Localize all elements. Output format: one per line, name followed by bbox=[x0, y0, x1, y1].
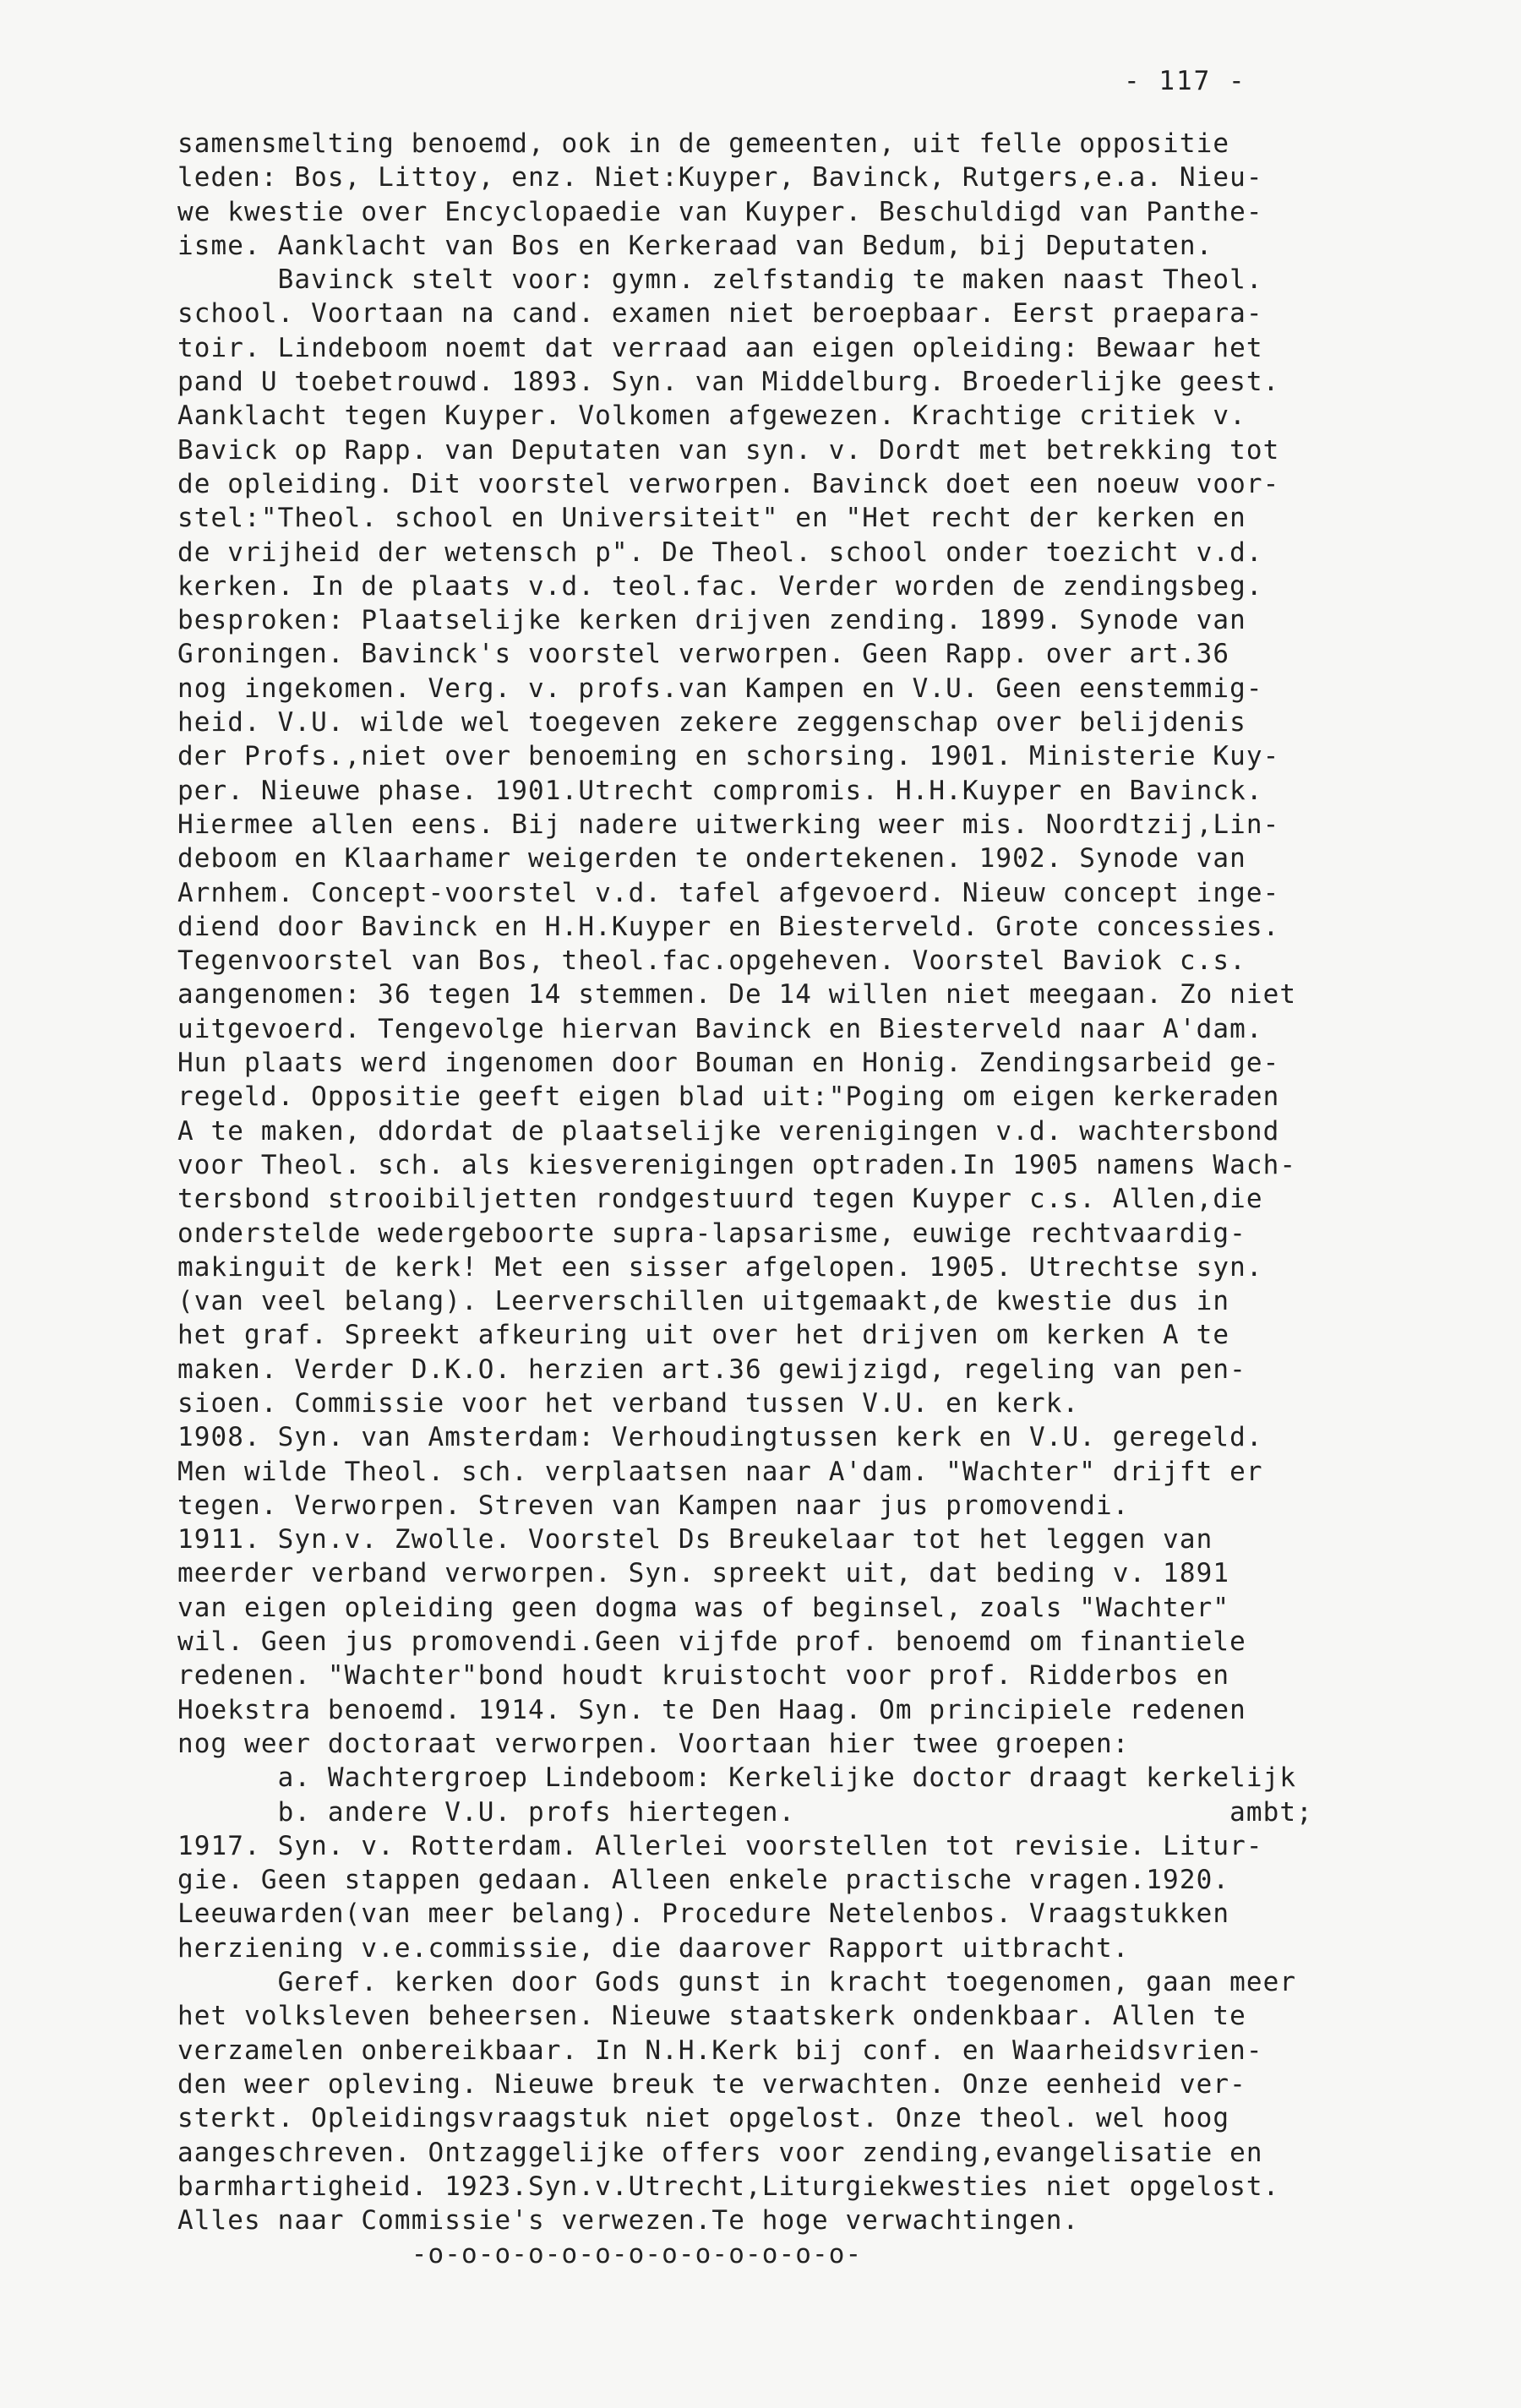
text-line: wil. Geen jus promovendi.Geen vijfde prof. benoemd om finantiele bbox=[177, 1626, 1246, 1658]
text-line: voor Theol. sch. als kiesverenigingen optraden.In 1905 namens Wach- bbox=[177, 1149, 1297, 1180]
text-line: aangeschreven. Ontzaggelijke offers voor zending,evangelisatie en bbox=[177, 2137, 1263, 2168]
text-line: sioen. Commissie voor het verband tussen V.U. en kerk. bbox=[177, 1387, 1080, 1419]
text-line: barmhartigheid. 1923.Syn.v.Utrecht,Liturgiekwesties niet opgelost. bbox=[177, 2171, 1280, 2202]
text-line: Hun plaats werd ingenomen door Bouman en Honig. Zendingsarbeid ge- bbox=[177, 1048, 1280, 1079]
text-line: kerken. In de plaats v.d. teol.fac. Verder worden de zendingsbeg. bbox=[177, 570, 1263, 602]
text-line: (van veel belang). Leerverschillen uitgemaakt,de kwestie dus in bbox=[177, 1286, 1230, 1317]
text-line: makinguit de kerk! Met een sisser afgelopen. 1905. Utrechtse syn. bbox=[177, 1251, 1263, 1283]
text-line: a. Wachtergroep Lindeboom: Kerkelijke doctor draagt kerkelijk bbox=[177, 1762, 1297, 1794]
text-line: Tegenvoorstel van Bos, theol.fac.opgeheven. Voorstel Baviok c.s. bbox=[177, 945, 1246, 977]
text-line: herziening v.e.commissie, die daarover Rapport uitbracht. bbox=[177, 1932, 1130, 1964]
text-line: Leeuwarden(van meer belang). Procedure Netelenbos. Vraagstukken bbox=[177, 1899, 1230, 1930]
text-line: samensmelting benoemd, ook in de gemeenten, uit felle oppositie bbox=[177, 128, 1230, 159]
text-line: we kwestie over Encyclopaedie van Kuyper. Beschuldigd van Panthe- bbox=[177, 196, 1263, 227]
typed-text-body bbox=[177, 127, 1496, 2272]
text-line: -o-o-o-o-o-o-o-o-o-o-o-o-o- bbox=[177, 2239, 863, 2270]
text-line: per. Nieuwe phase. 1901.Utrecht compromis. H.H.Kuyper en Bavinck. bbox=[177, 775, 1263, 806]
text-line: Hiermee allen eens. Bij nadere uitwerking weer mis. Noordtzij,Lin- bbox=[177, 809, 1280, 840]
text-line: tersbond strooibiljetten rondgestuurd tegen Kuyper c.s. Allen,die bbox=[177, 1184, 1263, 1215]
text-line: isme. Aanklacht van Bos en Kerkeraad van Bedum, bij Deputaten. bbox=[177, 230, 1213, 261]
text-line: A te maken, ddordat de plaatselijke verenigingen v.d. wachtersbond bbox=[177, 1115, 1280, 1147]
text-line: besproken: Plaatselijke kerken drijven zending. 1899. Synode van bbox=[177, 605, 1246, 636]
text-line: het graf. Spreekt afkeuring uit over het drijven om kerken A te bbox=[177, 1320, 1230, 1351]
text-line: school. Voortaan na cand. examen niet beroepbaar. Eerst praepara- bbox=[177, 298, 1263, 330]
text-line: meerder verband verworpen. Syn. spreekt uit, dat beding v. 1891 bbox=[177, 1558, 1230, 1589]
text-line: 1908. Syn. van Amsterdam: Verhoudingtussen kerk en V.U. geregeld. bbox=[177, 1422, 1263, 1453]
text-line: Bavinck stelt voor: gymn. zelfstandig te maken naast Theol. bbox=[177, 264, 1263, 296]
text-line: Bavick op Rapp. van Deputaten van syn. v. Dordt met betrekking tot bbox=[177, 434, 1280, 466]
text-line: tegen. Verworpen. Streven van Kampen naar jus promovendi. bbox=[177, 1490, 1130, 1521]
text-line: toir. Lindeboom noemt dat verraad aan eigen opleiding: Bewaar het bbox=[177, 332, 1263, 363]
text-line: stel:"Theol. school en Universiteit" en "Het recht der kerken en bbox=[177, 503, 1246, 534]
text-line: gie. Geen stappen gedaan. Alleen enkele practische vragen.1920. bbox=[177, 1865, 1230, 1896]
text-line: Arnhem. Concept-voorstel v.d. tafel afgevoerd. Nieuw concept inge- bbox=[177, 877, 1280, 908]
text-line: heid. V.U. wilde wel toegeven zekere zeggenschap over belijdenis bbox=[177, 707, 1246, 738]
text-line: uitgevoerd. Tengevolge hiervan Bavinck en Biesterveld naar A'dam. bbox=[177, 1013, 1263, 1044]
text-line: b. andere V.U. profs hiertegen. ambt; bbox=[177, 1796, 1313, 1828]
text-line: deboom en Klaarhamer weigerden te ondertekenen. 1902. Synode van bbox=[177, 843, 1246, 874]
text-line: Men wilde Theol. sch. verplaatsen naar A'dam. "Wachter" drijft er bbox=[177, 1456, 1263, 1487]
page-number: - 117 - bbox=[1124, 66, 1246, 96]
text-line: Aanklacht tegen Kuyper. Volkomen afgewezen. Krachtige critiek v. bbox=[177, 400, 1246, 432]
text-line: diend door Bavinck en H.H.Kuyper en Biesterveld. Grote concessies. bbox=[177, 911, 1280, 942]
text-line: maken. Verder D.K.O. herzien art.36 gewijzigd, regeling van pen- bbox=[177, 1354, 1246, 1385]
text-line: het volksleven beheersen. Nieuwe staatskerk ondenkbaar. Allen te bbox=[177, 2001, 1246, 2032]
text-line: van eigen opleiding geen dogma was of beginsel, zoals "Wachter" bbox=[177, 1592, 1230, 1623]
text-line: regeld. Oppositie geeft eigen blad uit:"Poging om eigen kerkeraden bbox=[177, 1081, 1280, 1113]
text-line: pand U toebetrouwd. 1893. Syn. van Middelburg. Broederlijke geest. bbox=[177, 367, 1280, 398]
text-line: Alles naar Commissie's verwezen.Te hoge verwachtingen. bbox=[177, 2205, 1080, 2236]
text-line: Groningen. Bavinck's voorstel verworpen. Geen Rapp. over art.36 bbox=[177, 639, 1230, 670]
text-line: 1917. Syn. v. Rotterdam. Allerlei voorstellen tot revisie. Litur- bbox=[177, 1830, 1263, 1861]
text-line: Geref. kerken door Gods gunst in kracht toegenomen, gaan meer bbox=[177, 1967, 1297, 1998]
text-line: sterkt. Opleidingsvraagstuk niet opgelost. Onze theol. wel hoog bbox=[177, 2103, 1230, 2134]
text-line: den weer opleving. Nieuwe breuk te verwachten. Onze eenheid ver- bbox=[177, 2068, 1246, 2100]
text-line: de vrijheid der wetensch p". De Theol. school onder toezicht v.d. bbox=[177, 537, 1263, 568]
text-line: 1911. Syn.v. Zwolle. Voorstel Ds Breukelaar tot het leggen van bbox=[177, 1524, 1213, 1555]
text-line: redenen. "Wachter"bond houdt kruistocht voor prof. Ridderbos en bbox=[177, 1660, 1230, 1692]
text-line: de opleiding. Dit voorstel verworpen. Bavinck doet een noeuw voor- bbox=[177, 468, 1280, 499]
text-line: nog weer doctoraat verworpen. Voortaan hier twee groepen: bbox=[177, 1728, 1130, 1759]
text-line: der Profs.,niet over benoeming en schorsing. 1901. Ministerie Kuy- bbox=[177, 741, 1280, 772]
text-line: nog ingekomen. Verg. v. profs.van Kampen en V.U. Geen eenstemmig- bbox=[177, 673, 1263, 704]
text-line: leden: Bos, Littoy, enz. Niet:Kuyper, Bavinck, Rutgers,e.a. Nieu- bbox=[177, 162, 1263, 193]
text-line: onderstelde wedergeboorte supra-lapsarisme, euwige rechtvaardig- bbox=[177, 1218, 1246, 1249]
text-line: aangenomen: 36 tegen 14 stemmen. De 14 willen niet meegaan. Zo niet bbox=[177, 979, 1297, 1011]
text-line: verzamelen onbereikbaar. In N.H.Kerk bij conf. en Waarheidsvrien- bbox=[177, 2035, 1263, 2066]
text-line: Hoekstra benoemd. 1914. Syn. te Den Haag. Om principiele redenen bbox=[177, 1694, 1246, 1725]
